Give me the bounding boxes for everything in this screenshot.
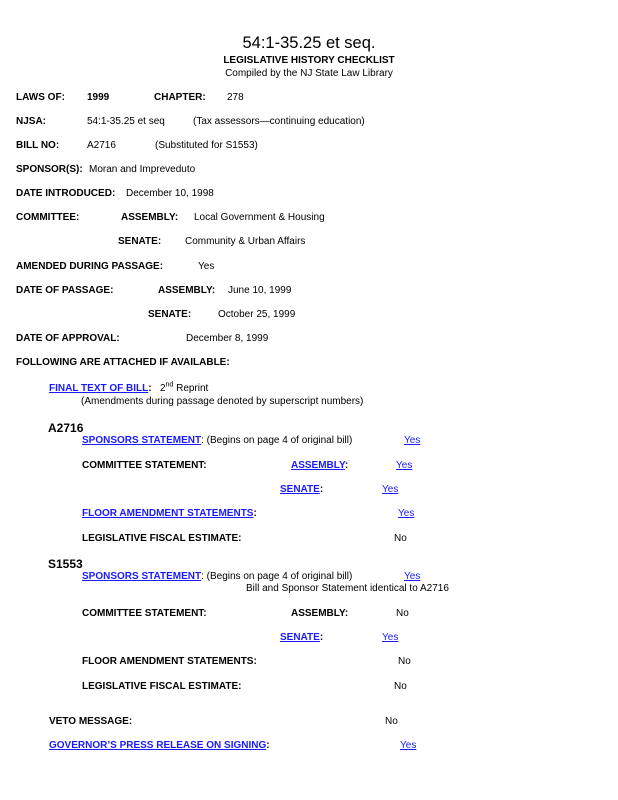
passage-assembly-label: ASSEMBLY:	[158, 285, 216, 296]
compiled-by: Compiled by the NJ State Law Library	[225, 68, 393, 79]
njsa-value: 54:1-35.25 et seq	[87, 116, 165, 127]
bill-no-note: (Substituted for S1553)	[155, 140, 258, 151]
s1553-sponsors-statement-link[interactable]: SPONSORS STATEMENT	[82, 571, 202, 582]
committee-senate-value: Community & Urban Affairs	[185, 236, 306, 247]
a2716-sponsors-note: : (Begins on page 4 of original bill)	[201, 435, 353, 446]
veto-label: VETO MESSAGE:	[49, 716, 133, 727]
final-text-note: (Amendments during passage denoted by superscript numbers)	[81, 396, 364, 407]
s1553-sponsors-yes-link[interactable]: Yes	[404, 571, 421, 582]
final-text-row: FINAL TEXT OF BILL: 2nd Reprint	[49, 381, 209, 394]
a2716-assembly-yes-link[interactable]: Yes	[396, 460, 413, 471]
committee-label: COMMITTEE:	[16, 212, 80, 223]
a2716-senate-link[interactable]: SENATE	[280, 484, 320, 495]
date-introduced-label: DATE INTRODUCED:	[16, 188, 116, 199]
chapter-label: CHAPTER:	[154, 92, 206, 103]
veto-value: No	[385, 716, 398, 727]
committee-assembly-value: Local Government & Housing	[194, 212, 325, 223]
s1553-fiscal-label: LEGISLATIVE FISCAL ESTIMATE:	[82, 681, 242, 692]
a2716-floor-row: FLOOR AMENDMENT STATEMENTS:	[82, 508, 257, 519]
reprint-superscript: nd	[165, 381, 174, 389]
s1553-heading: S1553	[48, 557, 83, 571]
njsa-note: (Tax assessors—continuing education)	[193, 116, 365, 127]
s1553-assembly-label: ASSEMBLY:	[291, 608, 349, 619]
final-text-link[interactable]: FINAL TEXT OF BILL	[49, 383, 149, 394]
s1553-assembly-value: No	[396, 608, 409, 619]
sponsors-label: SPONSOR(S):	[16, 164, 83, 175]
a2716-senate-row: SENATE:	[280, 484, 324, 495]
a2716-committee-label: COMMITTEE STATEMENT:	[82, 460, 207, 471]
passage-senate-value: October 25, 1999	[218, 309, 296, 320]
bill-no-label: BILL NO:	[16, 140, 60, 151]
passage-senate-label: SENATE:	[148, 309, 192, 320]
chapter-value: 278	[227, 92, 244, 103]
date-of-approval-value: December 8, 1999	[186, 333, 269, 344]
passage-assembly-value: June 10, 1999	[228, 285, 292, 296]
reprint-label: Reprint	[173, 383, 209, 394]
committee-assembly-label: ASSEMBLY:	[121, 212, 179, 223]
s1553-fiscal-value: No	[394, 681, 407, 692]
governor-row: GOVERNOR’S PRESS RELEASE ON SIGNING:	[49, 740, 270, 751]
s1553-sponsors-note: : (Begins on page 4 of original bill)	[201, 571, 353, 582]
a2716-senate-yes-link[interactable]: Yes	[382, 484, 399, 495]
date-introduced-value: December 10, 1998	[126, 188, 214, 199]
a2716-assembly-link[interactable]: ASSEMBLY	[291, 460, 345, 471]
a2716-sponsors-statement-link[interactable]: SPONSORS STATEMENT	[82, 435, 202, 446]
reprint-number: 2	[159, 383, 166, 394]
a2716-sponsors-row	[82, 435, 352, 447]
laws-of-label: LAWS OF:	[16, 92, 65, 103]
s1553-identical-note: Bill and Sponsor Statement identical to A2716	[246, 583, 449, 594]
s1553-floor-value: No	[398, 656, 411, 667]
a2716-heading: A2716	[48, 421, 84, 435]
a2716-fiscal-label: LEGISLATIVE FISCAL ESTIMATE:	[82, 533, 242, 544]
governor-press-release-link[interactable]: GOVERNOR’S PRESS RELEASE ON SIGNING	[49, 740, 267, 751]
a2716-sponsors-yes-link[interactable]: Yes	[404, 435, 421, 446]
s1553-senate-row: SENATE:	[280, 632, 324, 643]
attachments-heading: FOLLOWING ARE ATTACHED IF AVAILABLE:	[16, 357, 230, 368]
document-title: 54:1-35.25 et seq.	[242, 34, 376, 52]
a2716-assembly-row: ASSEMBLY:	[291, 460, 349, 471]
a2716-floor-yes-link[interactable]: Yes	[398, 508, 415, 519]
governor-yes-link[interactable]: Yes	[400, 740, 417, 751]
date-of-passage-label: DATE OF PASSAGE:	[16, 285, 114, 296]
s1553-senate-link[interactable]: SENATE	[280, 632, 320, 643]
s1553-senate-yes-link[interactable]: Yes	[382, 632, 399, 643]
njsa-label: NJSA:	[16, 116, 47, 127]
s1553-committee-label: COMMITTEE STATEMENT:	[82, 608, 207, 619]
amended-label: AMENDED DURING PASSAGE:	[16, 261, 164, 272]
a2716-fiscal-value: No	[394, 533, 407, 544]
laws-of-value: 1999	[87, 92, 110, 103]
date-of-approval-label: DATE OF APPROVAL:	[16, 333, 120, 344]
sponsors-value: Moran and Impreveduto	[89, 164, 196, 175]
s1553-floor-label: FLOOR AMENDMENT STATEMENTS:	[82, 656, 257, 667]
s1553-sponsors-row	[82, 571, 352, 583]
committee-senate-label: SENATE:	[118, 236, 162, 247]
bill-no-value: A2716	[87, 140, 116, 151]
a2716-floor-amendment-link[interactable]: FLOOR AMENDMENT STATEMENTS	[82, 508, 254, 519]
amended-value: Yes	[198, 261, 215, 272]
document-subtitle: LEGISLATIVE HISTORY CHECKLIST	[223, 55, 395, 66]
